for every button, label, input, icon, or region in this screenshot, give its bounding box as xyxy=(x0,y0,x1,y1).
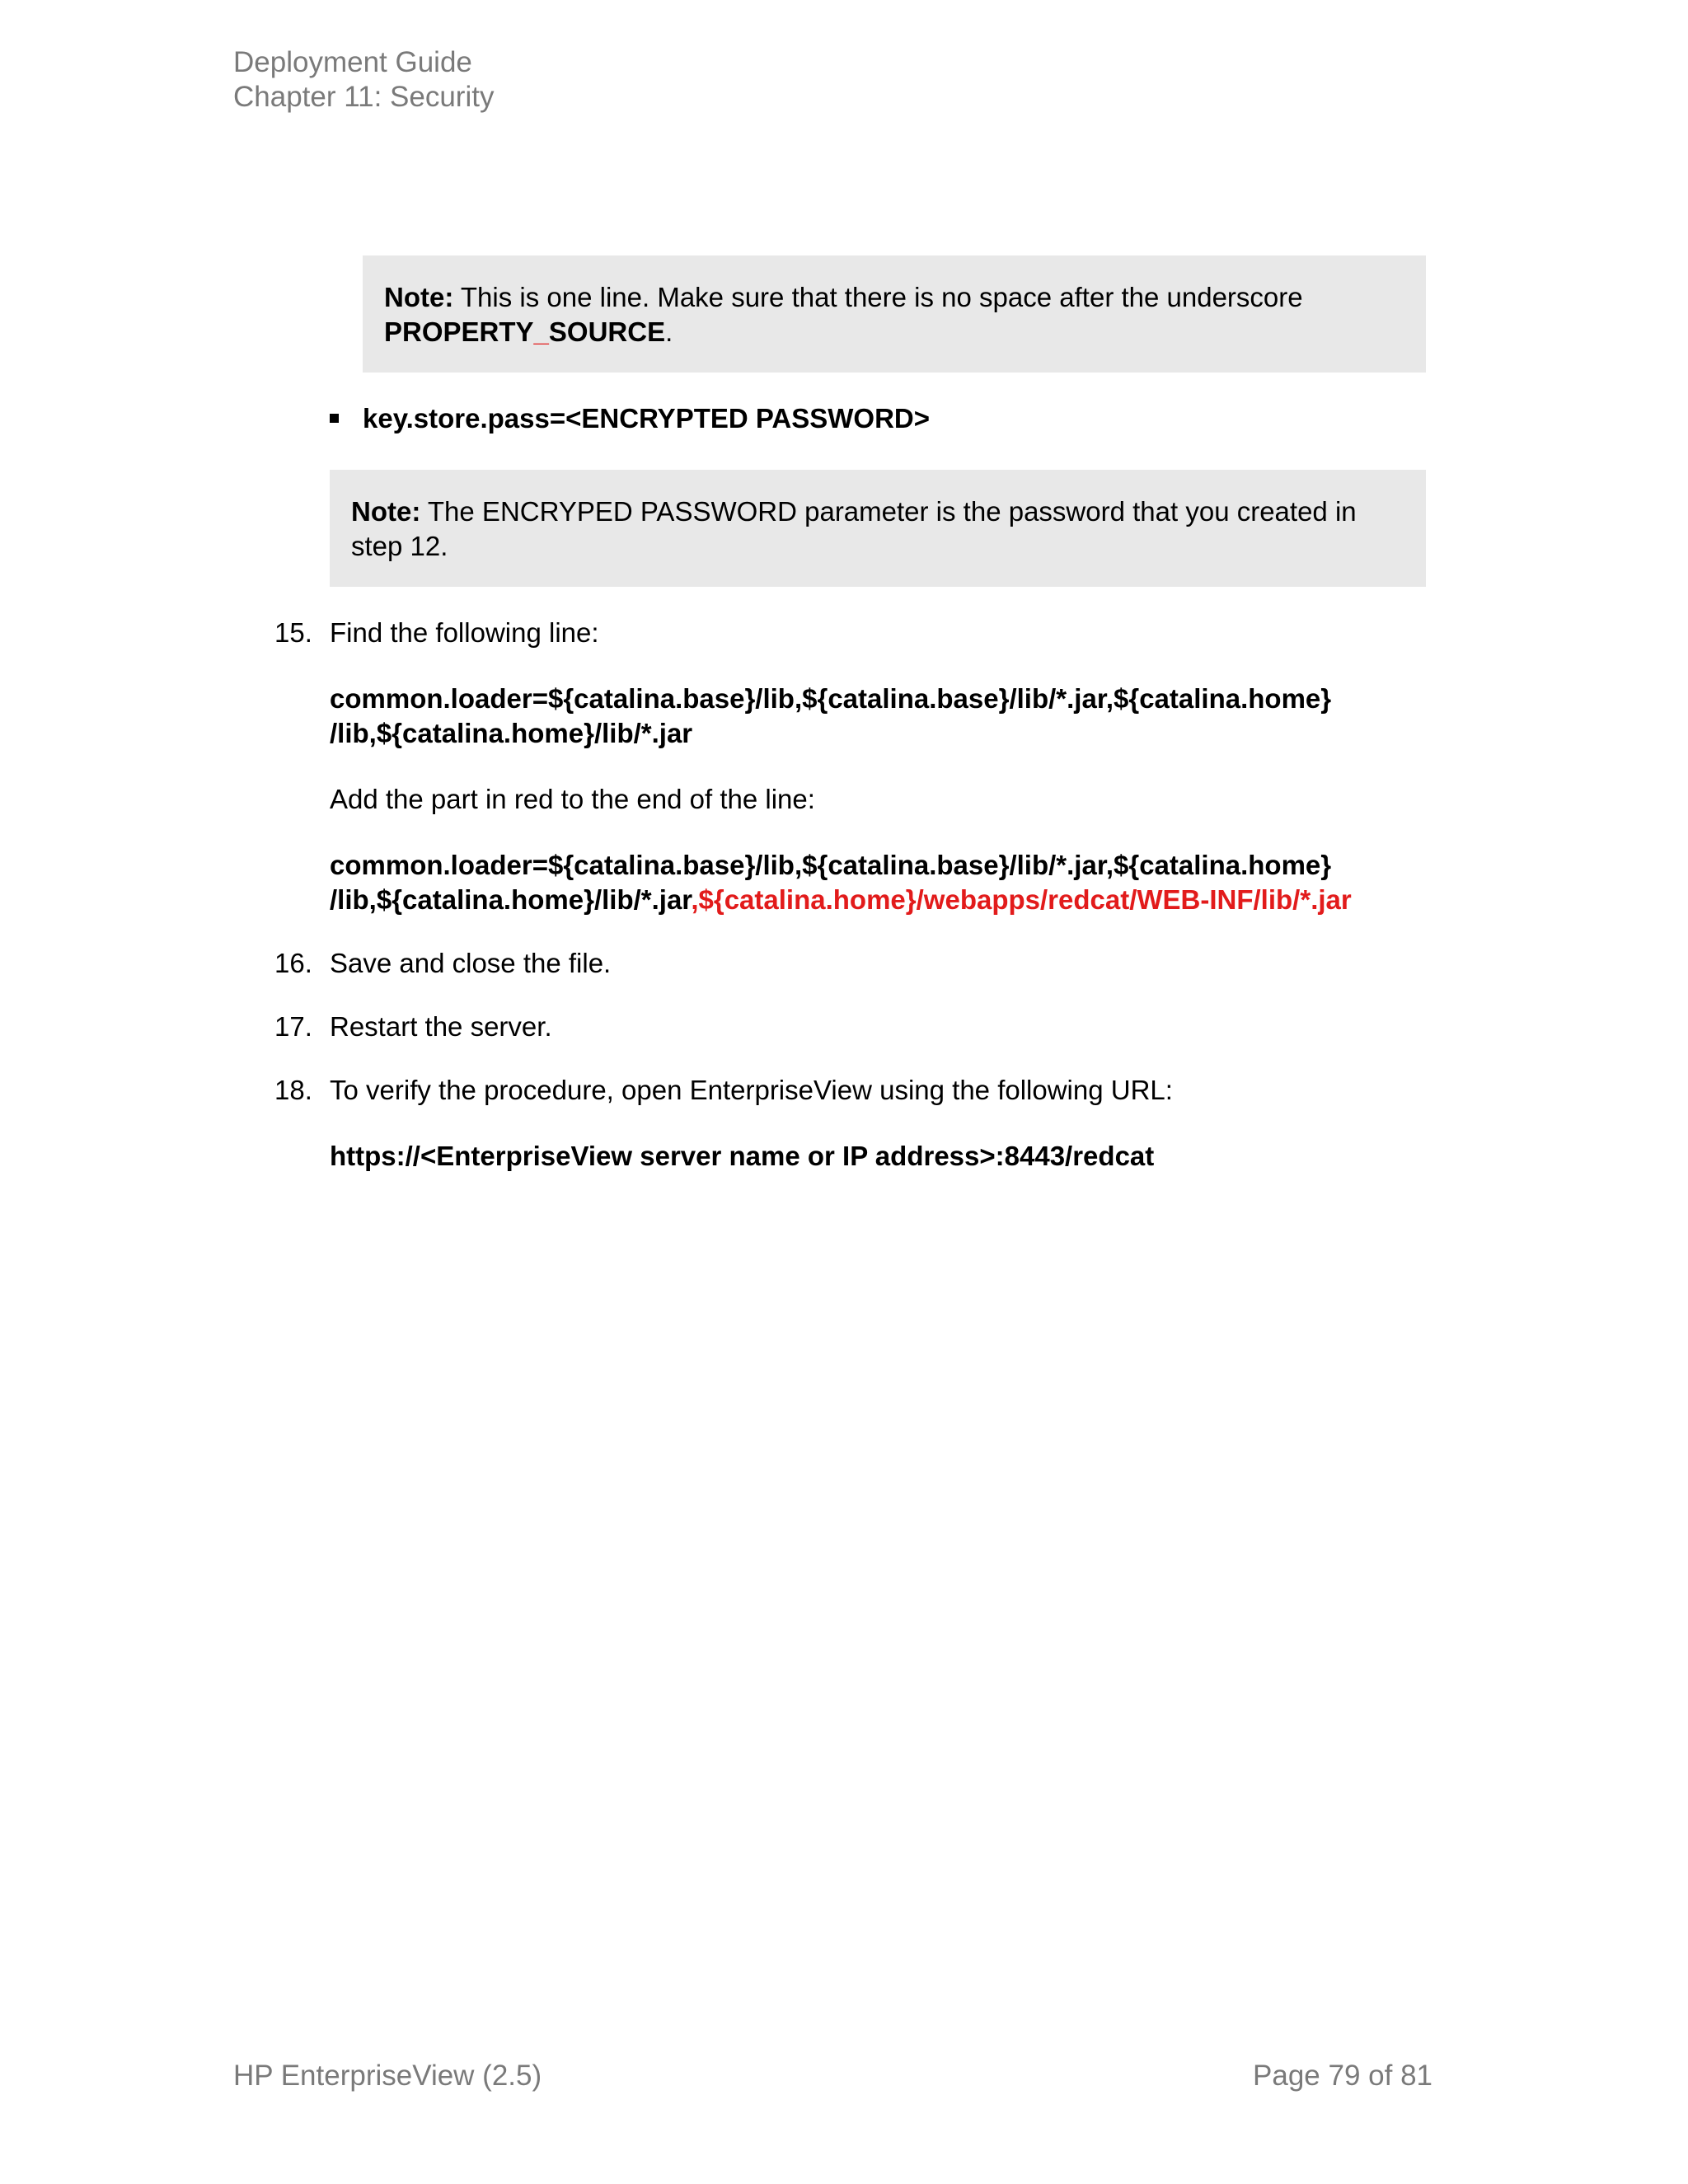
code-underscore: _ xyxy=(533,316,549,347)
main-content xyxy=(274,255,1428,1174)
step-number: 15. xyxy=(274,617,312,648)
step-16 xyxy=(274,946,1428,981)
code-line-modified xyxy=(330,848,1428,917)
note-box-encrypted-password xyxy=(330,470,1426,587)
code-line-1: common.loader=${catalina.base}/lib,${catalina.base}/lib/*.jar,${catalina.home} xyxy=(330,683,1332,714)
note-label: Note: xyxy=(384,282,454,312)
code-part-property: PROPERTY xyxy=(384,316,534,347)
note-period: . xyxy=(665,316,673,347)
page-header xyxy=(233,45,494,115)
step-15 xyxy=(274,616,1428,917)
code-part-source: SOURCE xyxy=(548,316,666,347)
note-box-property-source xyxy=(363,255,1426,373)
footer-page-number: Page 79 of 81 xyxy=(1253,2060,1432,2092)
bullet-key-store-pass xyxy=(330,401,1428,436)
note-text: The ENCRYPED PASSWORD parameter is the password that you created in step 12. xyxy=(351,496,1357,561)
verify-url: https://<EnterpriseView server name or IP address>:8443/redcat xyxy=(330,1141,1155,1171)
note-text: This is one line. Make sure that there is no space after the underscore xyxy=(453,282,1303,312)
step-instruction: Add the part in red to the end of the line: xyxy=(330,784,815,814)
step-text: Find the following line: xyxy=(330,617,599,648)
document-title: Deployment Guide xyxy=(233,46,472,78)
code-line-2-red: ,${catalina.home}/webapps/redcat/WEB-INF/lib/*.jar xyxy=(691,884,1352,915)
footer-product: HP EnterpriseView (2.5) xyxy=(233,2060,542,2092)
note-label: Note: xyxy=(351,496,421,527)
step-number: 16. xyxy=(274,948,312,978)
bullet-square-icon xyxy=(330,414,339,423)
step-number: 18. xyxy=(274,1075,312,1105)
code-line-1: common.loader=${catalina.base}/lib,${catalina.base}/lib/*.jar,${catalina.home} xyxy=(330,850,1332,880)
code-line-2 xyxy=(330,883,1428,917)
step-18 xyxy=(274,1073,1428,1174)
code-line-2: /lib,${catalina.home}/lib/*.jar xyxy=(330,718,693,748)
step-text: Save and close the file. xyxy=(330,948,612,978)
property-source-code xyxy=(384,316,665,347)
code-line-2-black: /lib,${catalina.home}/lib/*.jar xyxy=(330,884,692,915)
step-17 xyxy=(274,1010,1428,1044)
step-text: Restart the server. xyxy=(330,1011,552,1042)
code-line-original xyxy=(330,682,1428,751)
step-text: To verify the procedure, open EnterpriseView using the following URL: xyxy=(330,1075,1173,1105)
bullet-text: key.store.pass=<ENCRYPTED PASSWORD> xyxy=(363,403,931,434)
step-number: 17. xyxy=(274,1011,312,1042)
chapter-title: Chapter 11: Security xyxy=(233,81,495,113)
